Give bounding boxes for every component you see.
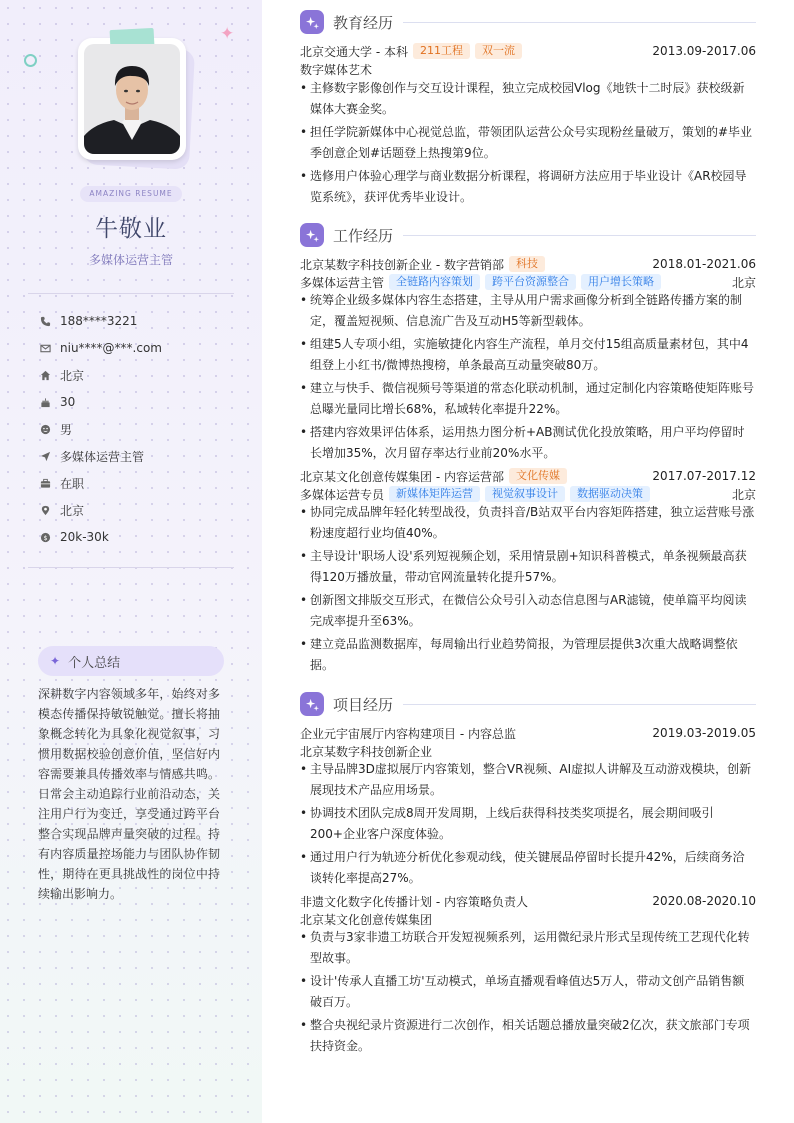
company-tag: 文化传媒 <box>509 468 567 484</box>
work-title: 工作经历 <box>333 226 394 245</box>
summary-heading-label: 个人总结 <box>68 655 121 671</box>
education-period: 2013.09-2017.06 <box>652 44 756 58</box>
role-tag: 用户增长策略 <box>581 274 661 290</box>
hometown-value: 北京 <box>60 368 85 383</box>
avatar <box>84 44 180 154</box>
education-bullet: • 选修用户体验心理学与商业数据分析课程，将调研方法应用于毕业设计《AR校园导览系统》，获评优秀毕业设计。 <box>300 166 756 208</box>
gender-value: 男 <box>60 422 73 437</box>
job-role-row <box>300 485 756 503</box>
project-bullet: • 协调技术团队完成8周开发周期，上线后获得科技类奖项提名，展会期间吸引200+企业客户深度体验。 <box>300 803 756 845</box>
status-value: 在职 <box>60 476 85 491</box>
send-icon <box>40 451 51 462</box>
role-tag: 新媒体矩阵运营 <box>389 486 480 502</box>
project-bullet: • 负责与3家非遗工坊联合开发短视频系列，运用微纪录片形式呈现传统工艺现代化转型故事。 <box>300 927 756 969</box>
phone-icon <box>40 316 51 327</box>
candidate-title: 多媒体运营主管 <box>88 253 173 267</box>
decorative-ring-icon <box>24 54 37 67</box>
project-bullet: • 整合央视纪录片资源进行二次创作，相关话题总播放量突破2亿次，获文旅部门专项扶持资金。 <box>300 1015 756 1057</box>
salary-icon <box>40 532 51 543</box>
project-bullet: • 设计'传承人直播工坊'互动模式，单场直播观看峰值达5万人，带动文创产品销售额破百万。 <box>300 971 756 1013</box>
job-city: 北京 <box>731 275 756 290</box>
target-city-value: 北京 <box>60 503 85 518</box>
salary-value: 20k-30k <box>60 530 109 544</box>
job-bullet: • 统筹企业级多媒体内容生态搭建，主导从用户需求画像分析到全链路传播方案的制定，覆盖短视频、信息流广告及互动H5等新型载体。 <box>300 290 756 332</box>
project-period: 2020.08-2020.10 <box>652 894 756 908</box>
candidate-name: 牛敬业 <box>95 216 167 242</box>
cake-icon <box>40 397 51 408</box>
info-phone <box>40 311 137 331</box>
project-name-row <box>300 892 756 910</box>
project-bullet: • 通过用户行为轨迹分析优化参观动线，使关键展品停留时长提升42%，后续商务洽谈转化率提高27%。 <box>300 847 756 889</box>
education-section-heading <box>300 10 756 34</box>
job-bullet: • 建立竞品监测数据库，每周输出行业趋势简报，为管理层提供3次重大战略调整依据。 <box>300 634 756 676</box>
job-company-row <box>300 255 756 273</box>
info-hometown <box>40 365 84 385</box>
job-role: 多媒体运营专员 <box>300 487 385 502</box>
location-pin-icon <box>40 505 51 516</box>
project-period: 2019.03-2019.05 <box>652 726 756 740</box>
job-company: 北京某文化创意传媒集团 - 内容运营部 <box>300 469 504 484</box>
section-rule <box>403 235 756 236</box>
target-position-value: 多媒体运营主管 <box>60 449 145 464</box>
role-tag: 数据驱动决策 <box>570 486 650 502</box>
info-target-position <box>40 446 144 466</box>
project-bullet: • 主导品牌3D虚拟展厅内容策划，整合VR视频、AI虚拟人讲解及互动游戏模块，创新展现技术产品应用场景。 <box>300 759 756 801</box>
info-status <box>40 473 84 493</box>
job-company: 北京某数字科技创新企业 - 数字营销部 <box>300 257 504 272</box>
summary-text: 深耕数字内容领域多年，始终对多模态传播保持敏锐触觉。擅长将抽象概念转化为具象化视觉叙事，习惯用数据校验创意价值，坚信好内容需要兼具传播效率与情感共鸣。日常会主动追踪行业前沿动态，关注用户行为变迁，享受通过跨平台整合实现品牌声量突破的过程。持有内容质量控场能力与团队协作韧性，期待在更具挑战性的岗位中持续输出影响力。 <box>38 687 220 901</box>
school-tag: 211工程 <box>413 43 470 59</box>
divider <box>28 293 234 294</box>
projects-section-heading <box>300 692 756 716</box>
job-bullet: • 建立与快手、微信视频号等渠道的常态化联动机制，通过定制化内容策略使矩阵账号总曝光量同比增长68%，私域转化率提升22%。 <box>300 378 756 420</box>
resume-badge: AMAZING RESUME <box>80 186 182 202</box>
sparkle-icon <box>300 223 324 247</box>
age-value: 30 <box>60 395 76 409</box>
sidebar <box>0 0 262 1123</box>
project-org-row <box>300 742 756 760</box>
section-rule <box>403 704 756 705</box>
info-email <box>40 338 162 358</box>
education-bullet: • 主修数字影像创作与交互设计课程，独立完成校园Vlog《地铁十二时辰》获校级新媒体大赛金奖。 <box>300 78 756 120</box>
education-major-row <box>300 60 756 78</box>
project-org: 北京某数字科技创新企业 <box>300 744 433 759</box>
home-icon <box>40 370 51 381</box>
company-tag: 科技 <box>509 256 545 272</box>
job-role-row <box>300 273 756 291</box>
sparkle-icon <box>300 692 324 716</box>
job-bullet: • 搭建内容效果评估体系，运用热力图分析+AB测试优化投放策略，用户平均停留时长增加35%，次月留存率达行业前20%水平。 <box>300 422 756 464</box>
project-org: 北京某文化创意传媒集团 <box>300 912 433 927</box>
role-tag: 跨平台资源整合 <box>485 274 576 290</box>
projects-title: 项目经历 <box>333 695 394 714</box>
school-tag: 双一流 <box>475 43 522 59</box>
gender-icon <box>40 424 51 435</box>
project-org-row <box>300 910 756 928</box>
sparkle-icon: ✦ <box>50 654 61 668</box>
education-school-row <box>300 42 756 60</box>
mail-icon <box>40 343 51 354</box>
school-name: 北京交通大学 - 本科 <box>300 44 408 59</box>
sparkle-icon <box>300 10 324 34</box>
divider <box>28 567 234 568</box>
phone-value: 188****3221 <box>60 314 138 328</box>
email-value: niu****@***.com <box>60 341 162 355</box>
info-age <box>40 392 75 412</box>
job-bullet: • 主导设计'职场人设'系列短视频企划，采用情景剧+知识科普模式，单条视频最高获得120万播放量，带动官网流量转化提升57%。 <box>300 546 756 588</box>
job-city: 北京 <box>731 487 756 502</box>
job-bullet: • 创新图文排版交互形式，在微信公众号引入动态信息图与AR滤镜，使单篇平均阅读完成率提升至63%。 <box>300 590 756 632</box>
svg-text:$: $ <box>43 533 48 542</box>
project-name-row <box>300 724 756 742</box>
sparkle-icon: ✦ <box>220 24 235 44</box>
info-gender <box>40 419 72 439</box>
job-company-row <box>300 467 756 485</box>
section-rule <box>403 22 756 23</box>
job-bullet: • 协同完成品牌年轻化转型战役，负责抖音/B站双平台内容矩阵搭建，独立运营账号涨粉速度超行业均值40%。 <box>300 502 756 544</box>
job-role: 多媒体运营主管 <box>300 275 385 290</box>
major: 数字媒体艺术 <box>300 62 373 77</box>
role-tag: 视觉叙事设计 <box>485 486 565 502</box>
briefcase-icon <box>40 478 51 489</box>
summary-heading <box>38 646 224 676</box>
education-title: 教育经历 <box>333 13 394 32</box>
info-target-city <box>40 500 84 520</box>
project-name: 企业元宇宙展厅内容构建项目 - 内容总监 <box>300 726 516 741</box>
job-period: 2018.01-2021.06 <box>652 257 756 271</box>
info-salary <box>40 527 109 547</box>
job-period: 2017.07-2017.12 <box>652 469 756 483</box>
job-bullet: • 组建5人专项小组，实施敏捷化内容生产流程，单月交付15组高质量素材包，其中4组登上小红书/微博热搜榜，单条最高互动量突破80万。 <box>300 334 756 376</box>
education-bullet: • 担任学院新媒体中心视觉总监，带领团队运营公众号实现粉丝量破万，策划的#毕业季创意企划#话题登上热搜第9位。 <box>300 122 756 164</box>
project-name: 非遗文化数字化传播计划 - 内容策略负责人 <box>300 894 528 909</box>
work-section-heading <box>300 223 756 247</box>
role-tag: 全链路内容策划 <box>389 274 480 290</box>
